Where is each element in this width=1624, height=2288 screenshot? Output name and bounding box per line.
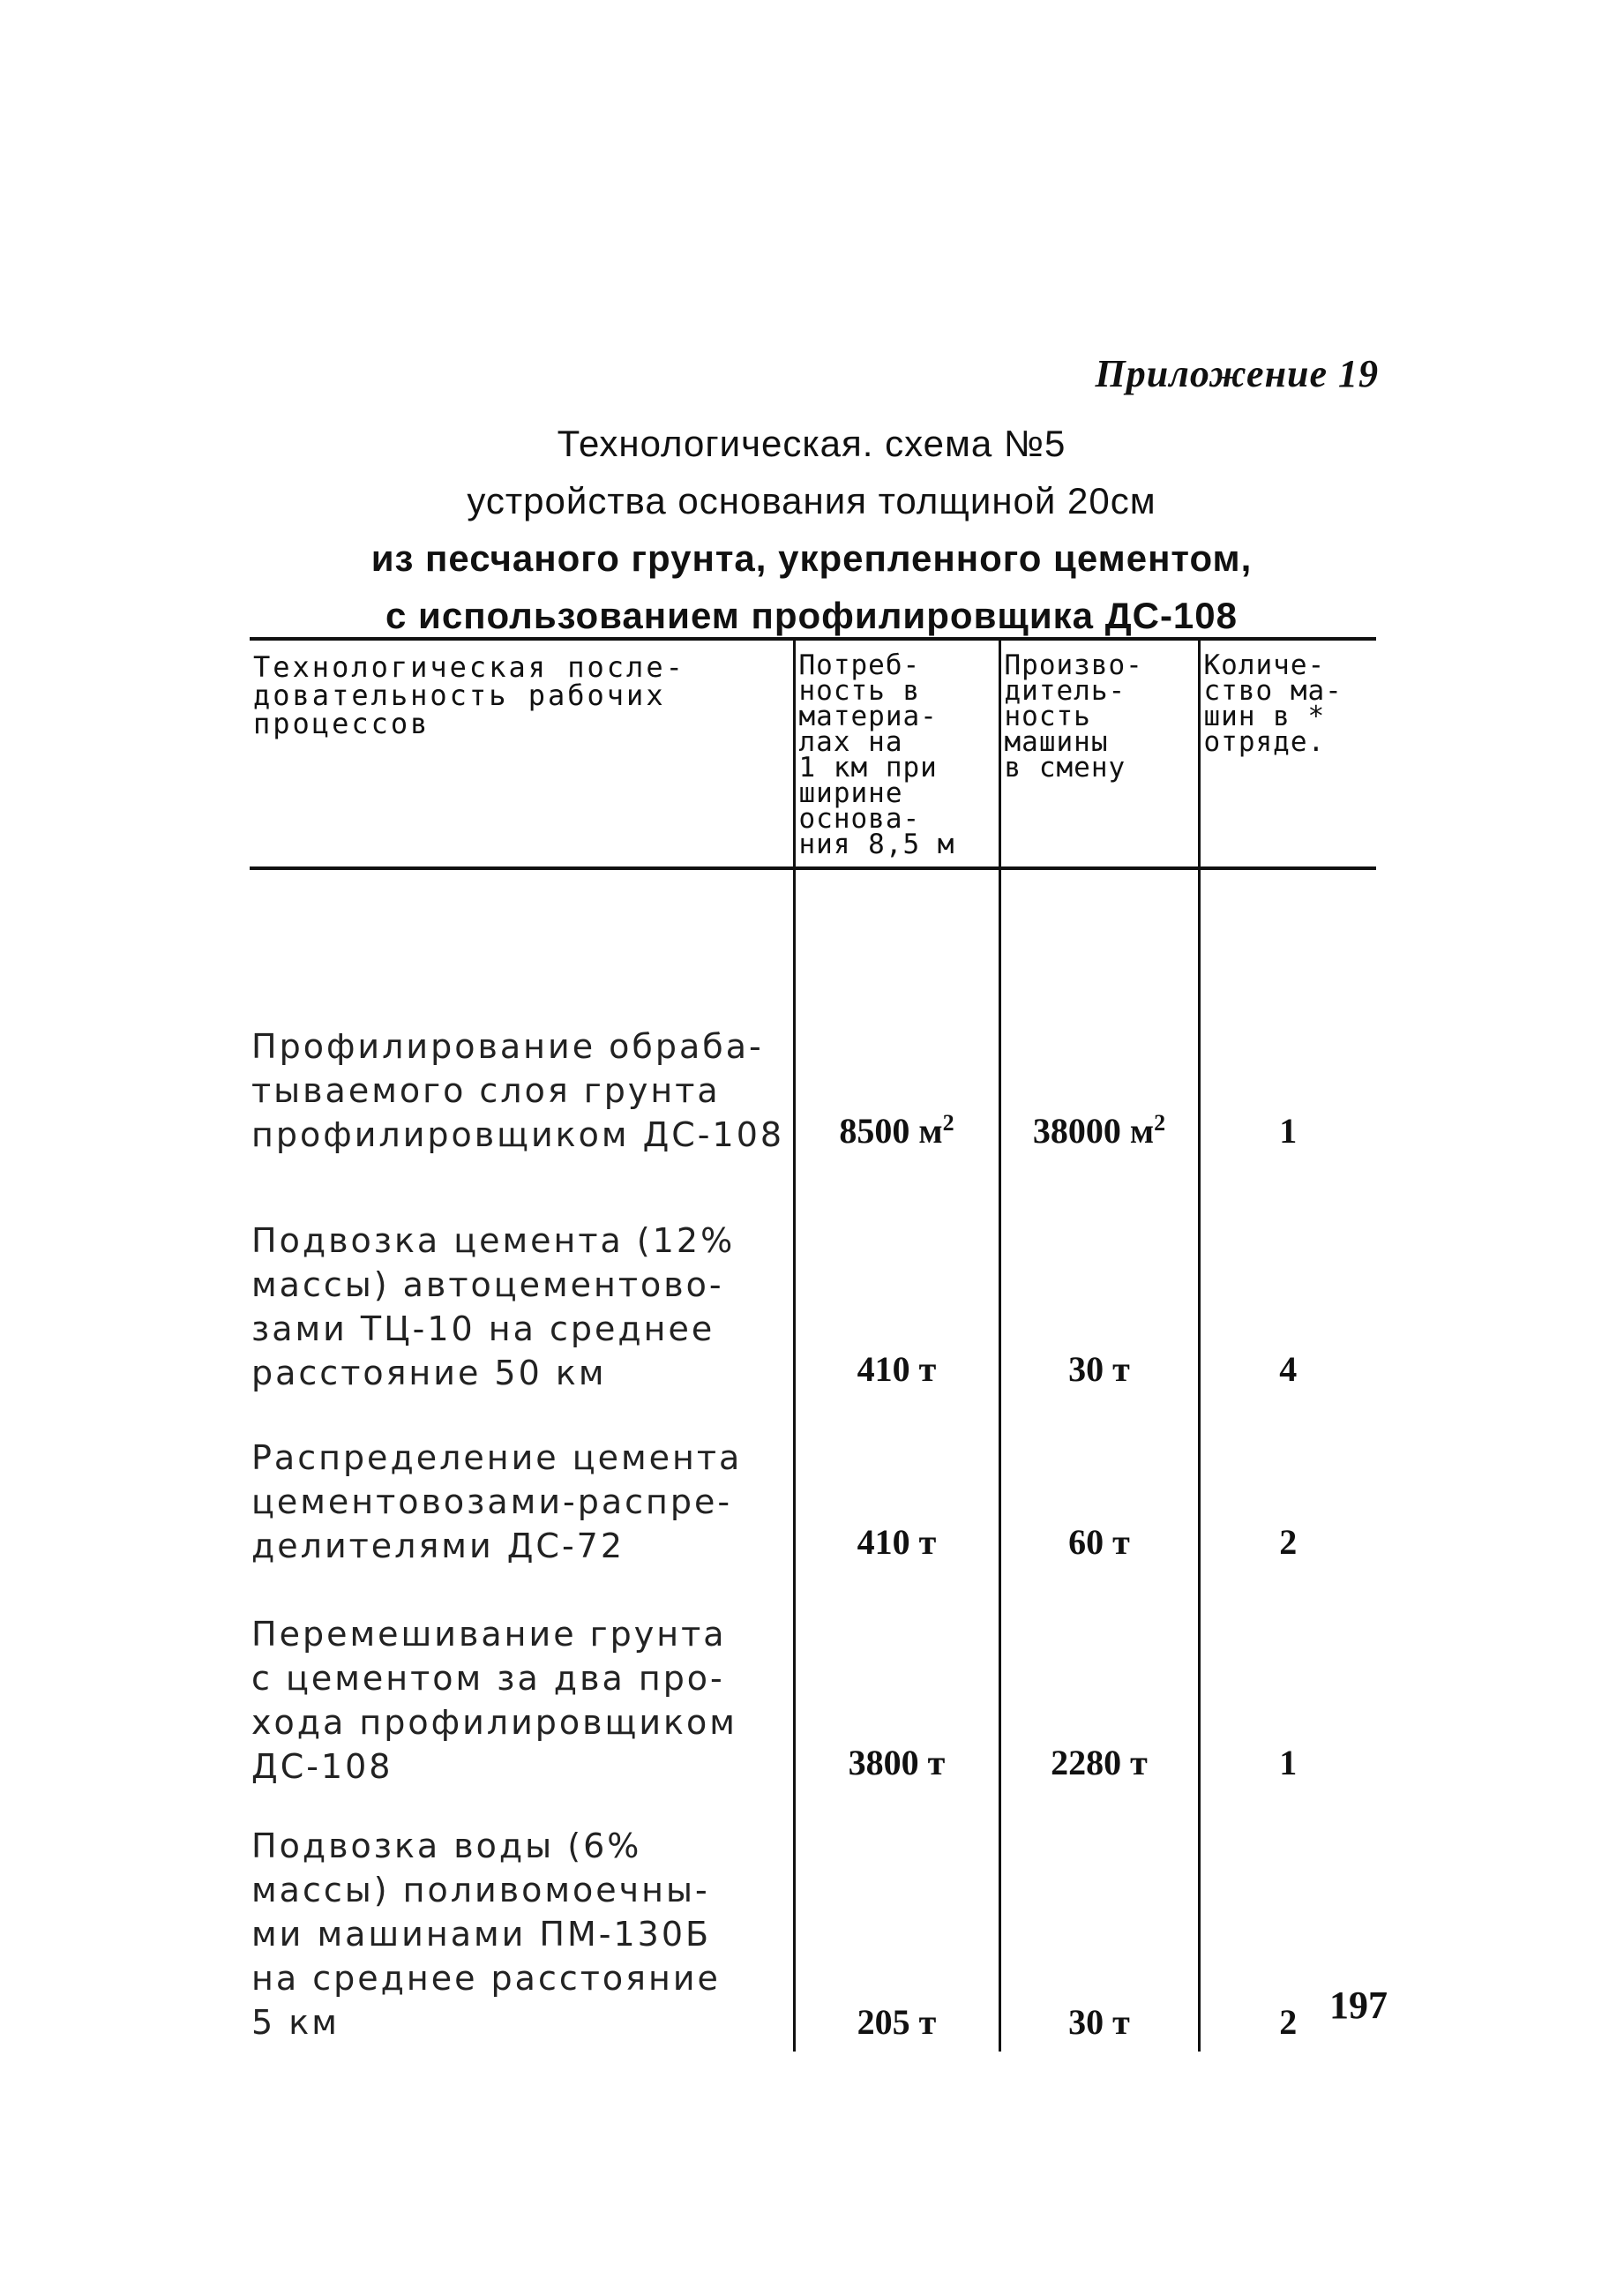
productivity-cell: 30 т [999,1789,1199,2052]
productivity-cell: 2280 т [999,1568,1199,1789]
need-cell: 8500 $м^2$ [794,868,999,1157]
table-row [250,868,1376,1157]
document-title [247,415,1376,644]
count-cell: 2 [1199,1395,1376,1568]
count-cell: 4 [1199,1157,1376,1395]
title-line-1: Технологическая. схема №5 [557,423,1066,464]
productivity-cell: 38000 $м^2$ [999,868,1199,1157]
need-cell: 410 т [794,1157,999,1395]
header-machine-count: Количе- ство ма- шин в * отряде. [1199,639,1376,868]
table-header-row [250,639,1376,868]
need-cell: 205 т [794,1789,999,2052]
need-cell: 410 т [794,1395,999,1568]
header-productivity: Произво- дитель- ность машины в смену [999,639,1199,868]
appendix-label: Приложение 19 [1095,352,1379,395]
table-row [250,1789,1376,2052]
table-row [250,1568,1376,1789]
title-line-3: из песчаного грунта, укрепленного цементом, [370,537,1253,579]
process-cell: Подвозка цемента (12% массы) автоцементово- зами ТЦ-10 на среднее расстояние 50 км [251,1221,736,1392]
page-number: 197 [1329,1984,1388,2027]
title-line-2: устройства основания толщиной 20см [467,480,1156,521]
count-cell: 1 [1199,1568,1376,1789]
count-cell: 2 [1199,1789,1376,2052]
header-material-need: Потреб- ность в материа- лах на 1 км при ширине основа- ния 8,5 м [794,639,999,868]
process-table [250,637,1376,2052]
process-cell: Подвозка воды (6% массы) поливомоечны- ми машинами ПМ-130Б на среднее расстояние 5 км [251,1827,721,2042]
count-cell: 1 [1199,868,1376,1157]
need-cell: 3800 т [794,1568,999,1789]
productivity-cell: 30 т [999,1157,1199,1395]
table-row [250,1395,1376,1568]
title-line-4: с использованием профилировщика ДС-108 [385,595,1239,636]
table-row [250,1157,1376,1395]
productivity-cell: 60 т [999,1395,1199,1568]
process-cell: Перемешивание грунта с цементом за два про- хода профилировщиком ДС-108 [251,1615,737,1786]
process-cell: Распределение цемента цементовозами-распре- делителями ДС-72 [251,1438,743,1565]
process-cell: Профилирование обраба- тываемого слоя грунта профилировщиком ДС-108 [251,1027,785,1154]
header-process: Технологическая после- довательность рабочих процессов [253,650,685,740]
